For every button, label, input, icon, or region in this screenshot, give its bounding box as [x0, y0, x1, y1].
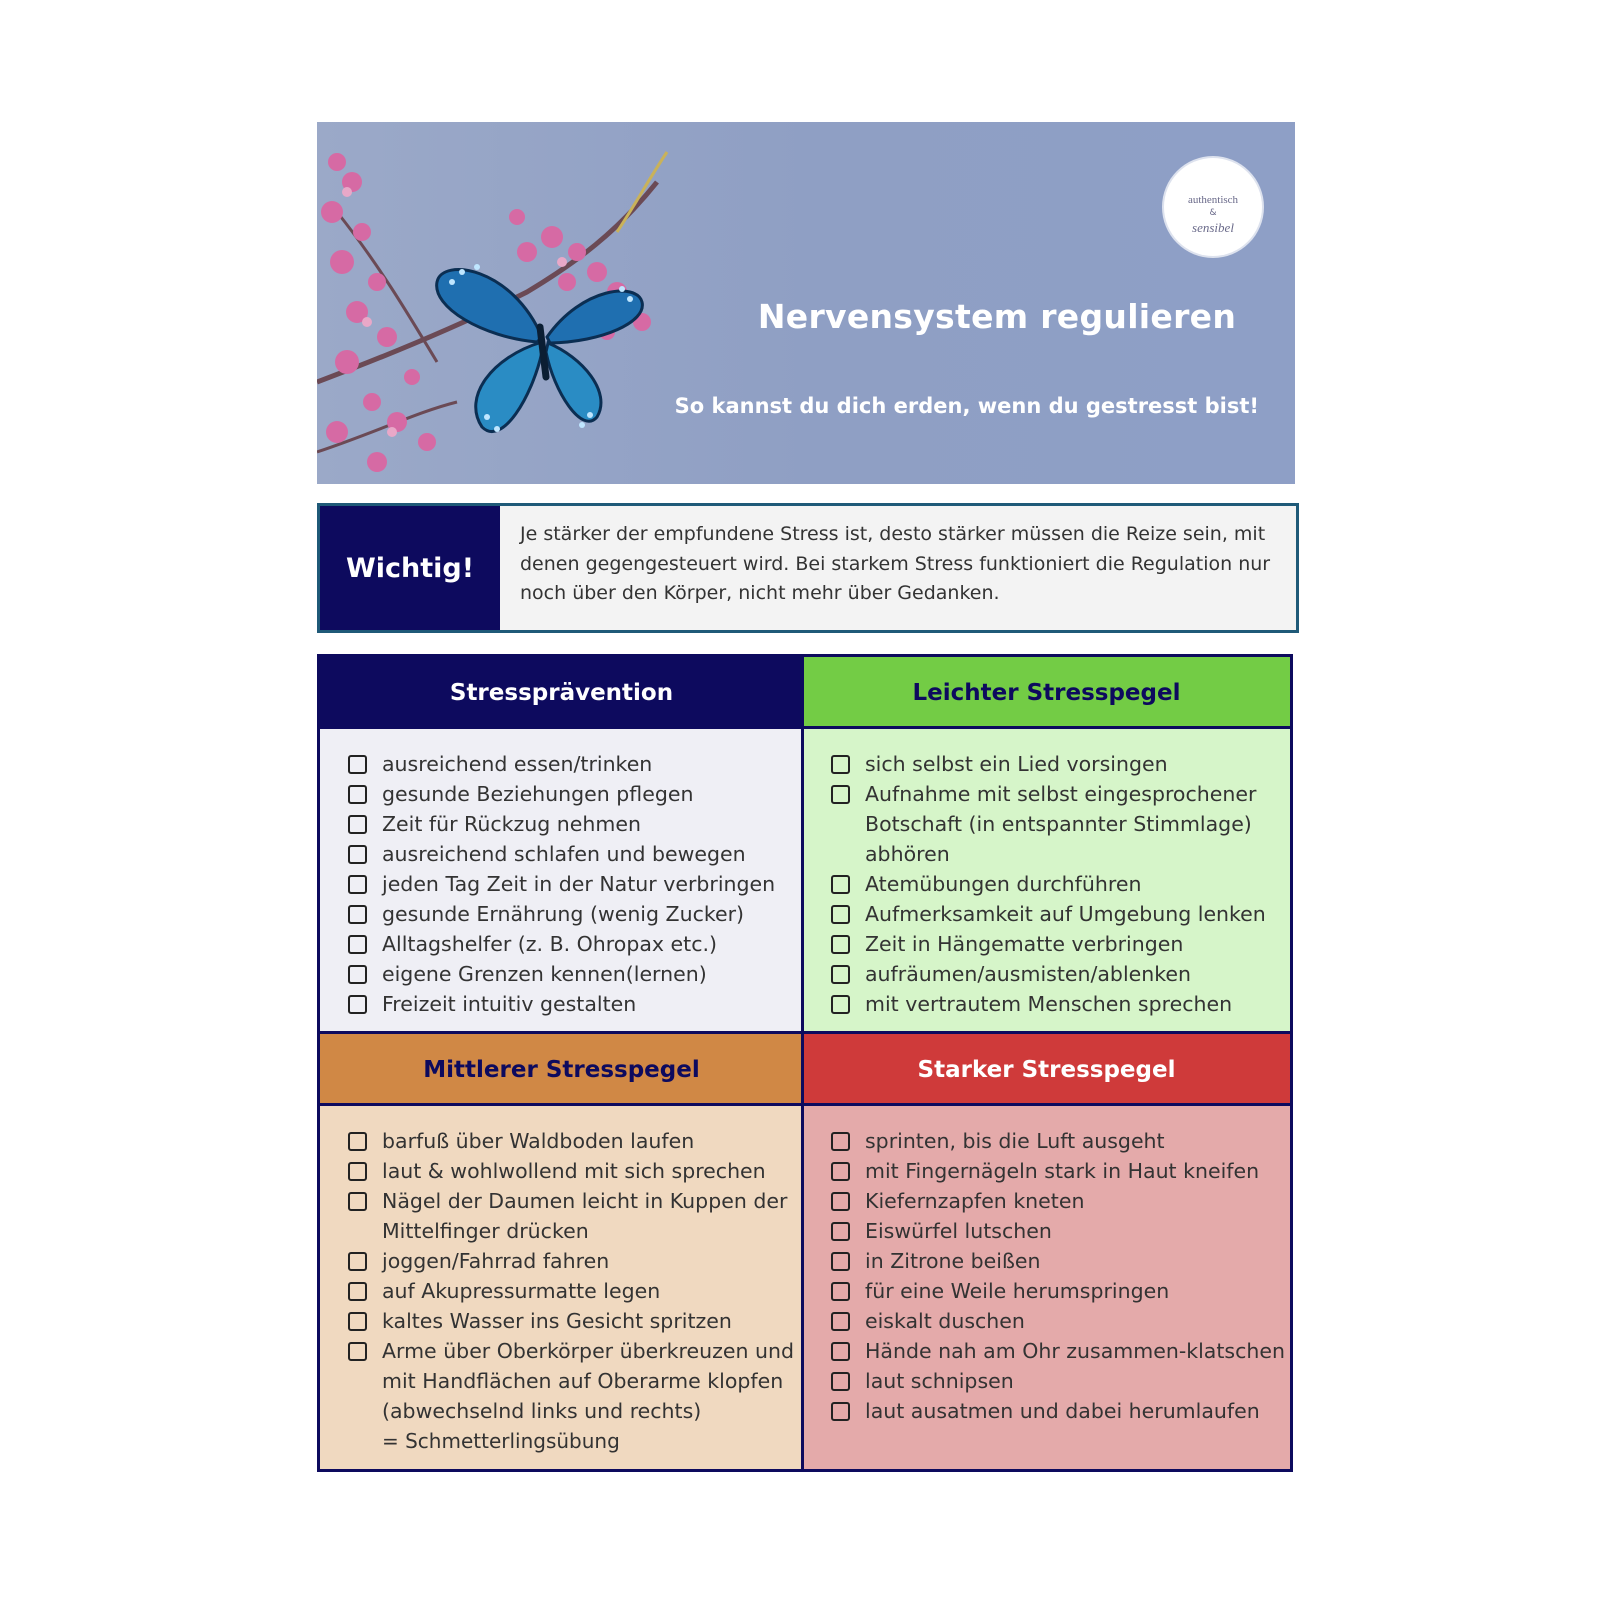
- checkbox-icon[interactable]: [831, 1192, 850, 1211]
- checkbox-icon[interactable]: [348, 1162, 367, 1181]
- checklist-item: [831, 1186, 1290, 1216]
- checklist-item: [348, 809, 803, 839]
- checkbox-icon[interactable]: [348, 815, 367, 834]
- checklist-item: [348, 1306, 803, 1336]
- checklist-item: [831, 749, 1290, 779]
- important-text: Je stärker der empfundene Stress ist, desto stärker müssen die Reize sein, mit denen gegengesteuert wird. Bei starkem Stress funktioniert die Regulation nur noch über den Körper, nicht mehr über Gedanken.: [520, 523, 1271, 604]
- prevention-header: Stressprävention: [320, 657, 803, 729]
- light-stress-list-panel: [803, 729, 1290, 1034]
- medium-stress-list-panel: [320, 1106, 803, 1469]
- checklist-item: [348, 839, 803, 869]
- checkbox-icon[interactable]: [348, 755, 367, 774]
- logo-text-bottom: sensibel: [1192, 220, 1234, 235]
- checklist-item: [831, 1156, 1290, 1186]
- checkbox-icon[interactable]: [831, 785, 850, 804]
- checkbox-icon[interactable]: [831, 875, 850, 894]
- checklist-item: [831, 1246, 1290, 1276]
- checklist-item-label: auf Akupressurmatte legen: [382, 1279, 661, 1303]
- checklist-item: [831, 959, 1290, 989]
- checklist-item-label: ausreichend schlafen und bewegen: [382, 842, 746, 866]
- checklist-item: [348, 899, 803, 929]
- checklist-item-label: Nägel der Daumen leicht in Kuppen der Mittelfinger drücken: [382, 1189, 788, 1243]
- checklist-item-label: joggen/Fahrrad fahren: [382, 1249, 610, 1273]
- checkbox-icon[interactable]: [831, 1252, 850, 1271]
- checkbox-icon[interactable]: [348, 1132, 367, 1151]
- checkbox-icon[interactable]: [831, 935, 850, 954]
- checklist-item-label: Arme über Oberkörper überkreuzen und mit Handflächen auf Oberarme klopfen (abwechselnd links und rechts): [382, 1339, 795, 1423]
- checklist-item-label: Hände nah am Ohr zusammen-klatschen: [865, 1339, 1285, 1363]
- checkbox-icon[interactable]: [348, 1192, 367, 1211]
- divider-line: [320, 726, 1290, 729]
- checkbox-icon[interactable]: [831, 1282, 850, 1301]
- checkbox-icon[interactable]: [348, 935, 367, 954]
- checkbox-icon[interactable]: [831, 755, 850, 774]
- checklist-item: [348, 959, 803, 989]
- checklist-item-label: Aufmerksamkeit auf Umgebung lenken: [865, 902, 1266, 926]
- important-label: Wichtig!: [320, 506, 500, 630]
- checkbox-icon[interactable]: [831, 1312, 850, 1331]
- light-stress-checklist: [831, 749, 1290, 1019]
- divider-line: [320, 1103, 1290, 1106]
- checklist-item-label: ausreichend essen/trinken: [382, 752, 653, 776]
- light-stress-header: Leichter Stresspegel: [803, 657, 1290, 729]
- checkbox-icon[interactable]: [831, 995, 850, 1014]
- checklist-item-label: gesunde Beziehungen pflegen: [382, 782, 694, 806]
- checklist-item-label: Freizeit intuitiv gestalten: [382, 992, 637, 1016]
- checklist-item: [831, 1276, 1290, 1306]
- checklist-item-label: Alltagshelfer (z. B. Ohropax etc.): [382, 932, 717, 956]
- checklist-item-label: Eiswürfel lutschen: [865, 1219, 1052, 1243]
- checklist-item: [831, 1306, 1290, 1336]
- divider-line: [801, 657, 804, 1469]
- checklist-item-label: aufräumen/ausmisten/ablenken: [865, 962, 1191, 986]
- checklist-item: [831, 1396, 1290, 1426]
- checkbox-icon[interactable]: [831, 1342, 850, 1361]
- checkbox-icon[interactable]: [348, 1282, 367, 1301]
- prevention-list-panel: [320, 729, 803, 1034]
- checklist-item-label: für eine Weile herumspringen: [865, 1279, 1170, 1303]
- brand-logo: [1164, 158, 1262, 256]
- stress-level-grid: [317, 654, 1293, 1472]
- checklist-item-label: in Zitrone beißen: [865, 1249, 1041, 1273]
- checklist-item: [348, 1336, 803, 1426]
- checklist-item-label: Zeit in Hängematte verbringen: [865, 932, 1184, 956]
- checklist-item: [348, 1186, 803, 1246]
- checklist-item: [831, 1366, 1290, 1396]
- logo-ampersand: &: [1209, 208, 1217, 218]
- checkbox-icon[interactable]: [348, 905, 367, 924]
- header-banner: [317, 122, 1295, 484]
- checkbox-icon[interactable]: [348, 1252, 367, 1271]
- checkbox-icon[interactable]: [348, 1312, 367, 1331]
- page-subtitle: So kannst du dich erden, wenn du gestresst bist!: [674, 394, 1259, 418]
- checklist-item: [831, 779, 1290, 869]
- checklist-item: [348, 989, 803, 1019]
- strong-stress-checklist: [831, 1126, 1290, 1426]
- checklist-item-label: sprinten, bis die Luft ausgeht: [865, 1129, 1165, 1153]
- strong-stress-list-panel: [803, 1106, 1290, 1469]
- checkbox-icon[interactable]: [831, 1162, 850, 1181]
- checkbox-icon[interactable]: [831, 965, 850, 984]
- page-title: Nervensystem regulieren: [757, 297, 1237, 336]
- checklist-item: [831, 1126, 1290, 1156]
- checklist-item: [831, 989, 1290, 1019]
- checkbox-icon[interactable]: [831, 905, 850, 924]
- checkbox-icon[interactable]: [348, 965, 367, 984]
- checklist-item: [348, 1156, 803, 1186]
- checklist-item-label: mit Fingernägeln stark in Haut kneifen: [865, 1159, 1260, 1183]
- checklist-item-label: jeden Tag Zeit in der Natur verbringen: [382, 872, 776, 896]
- checkbox-icon[interactable]: [831, 1402, 850, 1421]
- checkbox-icon[interactable]: [348, 785, 367, 804]
- checklist-item: [831, 1336, 1290, 1366]
- checklist-item: [348, 1126, 803, 1156]
- butterfly-blossom-illustration: [317, 122, 717, 484]
- checklist-item-label: eigene Grenzen kennen(lernen): [382, 962, 707, 986]
- checkbox-icon[interactable]: [831, 1222, 850, 1241]
- checkbox-icon[interactable]: [831, 1132, 850, 1151]
- strong-stress-header: Starker Stresspegel: [803, 1034, 1290, 1106]
- checkbox-icon[interactable]: [348, 875, 367, 894]
- checkbox-icon[interactable]: [348, 1342, 367, 1361]
- checklist-item: [348, 749, 803, 779]
- medium-stress-header: Mittlerer Stresspegel: [320, 1034, 803, 1106]
- logo-text-top: authentisch: [1187, 194, 1239, 206]
- important-notice: [317, 503, 1299, 633]
- checklist-item-label: Aufnahme mit selbst eingesprochener Botschaft (in entspannter Stimmlage) abhören: [865, 782, 1257, 866]
- checklist-item-label: laut & wohlwollend mit sich sprechen: [382, 1159, 766, 1183]
- checklist-item-label: Zeit für Rückzug nehmen: [382, 812, 641, 836]
- checklist-item: [348, 779, 803, 809]
- checklist-item: [348, 929, 803, 959]
- checkbox-icon[interactable]: [348, 845, 367, 864]
- checklist-item: [348, 869, 803, 899]
- checklist-item-label: sich selbst ein Lied vorsingen: [865, 752, 1168, 776]
- butterfly-exercise-note: = Schmetterlingsübung: [382, 1429, 620, 1453]
- prevention-checklist: [348, 749, 803, 1019]
- divider-line: [320, 1031, 1290, 1034]
- checklist-item-label: Atemübungen durchführen: [865, 872, 1142, 896]
- checklist-item: [831, 929, 1290, 959]
- checklist-item: [831, 1216, 1290, 1246]
- checklist-item-label: Kiefernzapfen kneten: [865, 1189, 1085, 1213]
- checklist-item: [831, 899, 1290, 929]
- checklist-item-label: eiskalt duschen: [865, 1309, 1025, 1333]
- checkbox-icon[interactable]: [831, 1372, 850, 1391]
- checklist-item: [831, 869, 1290, 899]
- checklist-item-label: kaltes Wasser ins Gesicht spritzen: [382, 1309, 732, 1333]
- checkbox-icon[interactable]: [348, 995, 367, 1014]
- checklist-item: [348, 1246, 803, 1276]
- medium-stress-checklist: [348, 1126, 803, 1426]
- checklist-item-label: laut ausatmen und dabei herumlaufen: [865, 1399, 1260, 1423]
- checklist-item-label: mit vertrautem Menschen sprechen: [865, 992, 1233, 1016]
- checklist-item-label: laut schnipsen: [865, 1369, 1014, 1393]
- checklist-item-label: barfuß über Waldboden laufen: [382, 1129, 695, 1153]
- checklist-item: [348, 1276, 803, 1306]
- checklist-item-label: gesunde Ernährung (wenig Zucker): [382, 902, 745, 926]
